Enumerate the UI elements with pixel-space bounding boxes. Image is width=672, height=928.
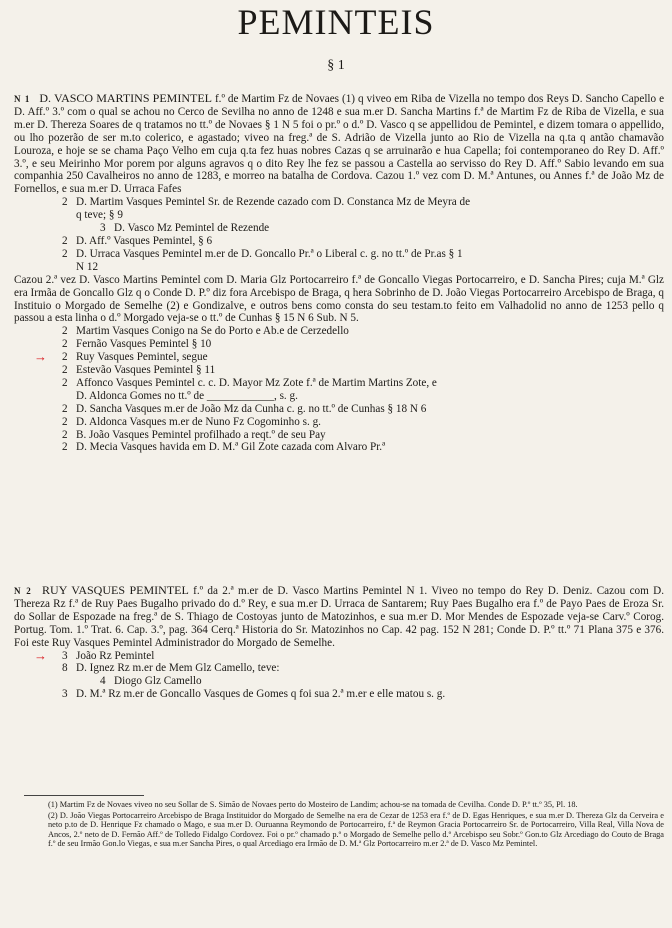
child-line — [14, 416, 664, 429]
child-text: D. M.ª Rz m.er de Goncallo Vasques de Gomes q foi sua 2.ª m.er e elle matou s. g. — [76, 688, 446, 701]
entry-n2-heading: RUY VASQUES PEMINTEL — [42, 583, 189, 597]
child-text: D. Sancha Vasques m.er de João Mz da Cunha c. g. no tt.º de Cunhas § 18 N 6 — [76, 402, 427, 415]
red-arrow-icon: → — [34, 649, 47, 663]
entry-n2-paragraph — [14, 584, 664, 650]
entry-n1-paragraph — [14, 92, 664, 196]
child-text: Diogo Glz Camello — [114, 675, 202, 688]
child-text: N 12 — [76, 260, 99, 273]
entry-n1-second-marriage: Cazou 2.ª vez D. Vasco Martins Pemintel com D. Maria Glz Portocarreiro f.ª de Goncallo Viegas Portocarreiro, e D. Sancha Pires; cuja M.ª Glz era Irmãa de Goncallo Glz q o Conde D. P.º diz fora Arcebispo de Braga, q hera Sobrinho de D. João Viegas Portocarreiro Arcebispo de Braga, q Instituio o Morgado de Semelhe (2) e Gondizalve, e outros bens como consta do seu testam.to feito em Valhadolid no anno de 1253 pello q passou a esta linha o d.º Morgado veja-se o tt.º de Cunhas § 15 N 6 Sub. N 5. — [14, 273, 664, 325]
child-line — [14, 429, 664, 442]
child-text: B. João Vasques Pemintel profilhado a reqt.º de seu Pay — [76, 428, 326, 441]
entry-n1-text: f.º de Martim Fz de Novaes (1) q viveo em Riba de Vizella no tempo dos Reys D. Sancho Capello e D. Aff.º 3.º com o qual se achou no Cerco de Sevilha no anno de 1248 e sua m.er D. Sancha Martins f.ª de Martim Fz de Riba de Vizella, e sua m.er D. Thereza Soares de q tratamos no tt.º de Novaes § 1 N 5 foi o pr.º o d.º D. Vasco q se appellidou de Pemintel, e dizem tomara o appellido, ou lho pozerão de ser m.to colerico, e agastado; viveo na freg.ª de S. Adrião de Vizella junto ao Rio de Vizella na q.ta q antão chamavão Louroza, e hoje se se chama Paço Velho em cuja q.ta fez huas nobres Cazas q se arruinarão e hua Capella; foi contemporaneo do Rey D. Aff.º 3.º, e seu Meirinho Mor porem por alguns agravos q o dito Rey lhe fez se passou a Castella ao servisso do Rey D. Aff.º Sabio levando em sua companhia 250 Cavalheiros no anno de 1283, e morreo na batalha de Cordova. Cazou 1.º vez com D. M.ª Antunes, ou Annes f.ª de João Mz de Fornellos, e sua m.er D. Urraca Fafes — [14, 93, 665, 196]
child-line — [14, 338, 664, 351]
entry-n1-heading: D. VASCO MARTINS PEMINTEL — [39, 91, 212, 105]
generation-number: 2 — [62, 247, 68, 260]
entry-n2-label: N 2 — [14, 586, 32, 596]
entry-n1 — [14, 92, 664, 454]
red-arrow-icon: → — [34, 351, 47, 365]
child-line — [14, 209, 664, 222]
child-line — [14, 261, 664, 274]
generation-number: 2 — [62, 196, 68, 209]
child-line — [14, 675, 664, 688]
generation-number: 2 — [62, 364, 68, 377]
generation-number: 2 — [62, 428, 68, 441]
child-text: Martim Vasques Conigo na Se do Porto e Ab.e de Cerzedello — [76, 325, 349, 338]
generation-number: 8 — [62, 662, 68, 675]
footnotes — [14, 800, 664, 850]
page-title: PEMINTEIS — [237, 2, 435, 42]
child-line — [14, 390, 664, 403]
child-line — [14, 196, 664, 209]
child-line — [14, 662, 664, 675]
generation-number: 2 — [62, 402, 68, 415]
entry-n1-children-second — [14, 325, 664, 454]
generation-number: 3 — [62, 688, 68, 701]
entry-n2-children — [14, 650, 664, 702]
child-line — [14, 364, 664, 377]
child-line — [14, 235, 664, 248]
child-text: D. Vasco Mz Pemintel de Rezende — [114, 222, 270, 235]
entry-n2-text: f.º da 2.ª m.er de D. Vasco Martins Pemintel N 1. Viveo no tempo do Rey D. Deniz. Cazou com D. Thereza Rz f.ª de Ruy Paes Bugalho privado do d.º Rey, e sua m.er D. Urraca de Santarem; Ruy Paes Bugalho era f.º de Payo Paes de Eroza Sr. do Sollar de Espozade na freg.ª de S. Thiago de Costoyas junto de Matozinhos, e sua m.er D. Mor Mendes de Espozade veja-se Carv.º Corog. Portug. Tom. 1.º Trat. 6. Cap. 3.º, pag. 364 Cerq.ª Historia do Sr. Matozinhos no Cap. 42 pag. 152 N 281; Conde D. P.º tt.º 71 Plana 375 e 376. Foi este Ruy Vasques Pemintel Administrador do Morgado de Semelhe. — [14, 585, 665, 649]
entry-n1-label: N 1 — [14, 94, 31, 104]
generation-number: 2 — [62, 338, 68, 351]
child-text: D. Aldonca Vasques m.er de Nuno Fz Cogominho s. g. — [76, 415, 321, 428]
child-line — [14, 222, 664, 235]
child-text: Estevão Vasques Pemintel § 11 — [76, 364, 216, 377]
child-text: Affonco Vasques Pemintel c. c. D. Mayor Mz Zote f.ª de Martim Martins Zote, e — [76, 376, 437, 389]
child-text: q teve; § 9 — [76, 209, 123, 222]
child-text: D. Urraca Vasques Pemintel m.er de D. Goncallo Pr.ª o Liberal c. g. no tt.º de Pr.as § 1 — [76, 247, 463, 260]
generation-number: 2 — [62, 234, 68, 247]
child-text: Ruy Vasques Pemintel, segue — [76, 351, 208, 364]
child-line — [14, 688, 664, 701]
entry-n1-children-first — [14, 196, 664, 273]
generation-number: 4 — [100, 675, 106, 688]
section-heading: § 1 — [327, 58, 345, 73]
entry-n2 — [14, 584, 664, 701]
child-text: D. Aff.º Vasques Pemintel, § 6 — [76, 234, 213, 247]
generation-number: 2 — [62, 325, 68, 338]
child-text: João Rz Pemintel — [76, 649, 155, 662]
footnote-rule — [24, 795, 144, 796]
child-line — [14, 650, 664, 663]
generation-number: 2 — [62, 441, 68, 454]
generation-number: 3 — [100, 222, 106, 235]
child-line — [14, 441, 664, 454]
footnote-2: (2) D. João Viegas Portocarreiro Arcebispo de Braga Instituidor do Morgado de Semelhe na era de Cezar de 1253 era f.º de D. Egas Henriques, e sua m.er D. Thereza Glz da Cerveira e neto p.to de D. Henrique Fz chamado o Mago, e sua m.er D. Ouruanna Reymondo de Portocarreiro, f.ª de Reymon Gracia Portocarreiro Sr. de Portocarreiro, Villa Real, Villa Nova de Ancos, 2.º neto de D. Fernão Aff.º de Tolledo Fidalgo Cordovez. Foi o pr.º chamado p.º o Morgado de Semelhe pello d.º Arcebispo seu Sobr.º Gon.to Glz Arcediago do Couto de Braga f.º de seu Irmão Gon.lo Viegas, e sua m.er Sancha Pires, o qual Arcediago era Irmão de D. M.ª Glz Portocarreiro m.er 2.ª de D. Vasco Mz Pemintel. — [48, 810, 664, 849]
child-line — [14, 377, 664, 390]
generation-number: 3 — [62, 649, 68, 662]
child-line — [14, 325, 664, 338]
child-text: D. Mecia Vasques havida em D. M.ª Gil Zote cazada com Alvaro Pr.ª — [76, 441, 386, 454]
child-line — [14, 351, 664, 364]
generation-number: 2 — [62, 376, 68, 389]
generation-number: 2 — [62, 351, 68, 364]
child-line — [14, 403, 664, 416]
footnote-1: (1) Martim Fz de Novaes viveo no seu Sollar de S. Simão de Novaes perto do Mosteiro de Landim; achou-se na tomada de Cevilha. Conde D. P.º tt.º 35, Pl. 18. — [48, 800, 578, 809]
child-text: D. Aldonca Gomes no tt.º de ____________, s. g. — [76, 389, 298, 402]
child-text: D. Martim Vasques Pemintel Sr. de Rezende cazado com D. Constanca Mz de Meyra de — [76, 196, 471, 209]
child-text: Fernão Vasques Pemintel § 10 — [76, 338, 212, 351]
generation-number: 2 — [62, 415, 68, 428]
child-line — [14, 248, 664, 261]
child-text: D. Ignez Rz m.er de Mem Glz Camello, teve: — [76, 662, 280, 675]
